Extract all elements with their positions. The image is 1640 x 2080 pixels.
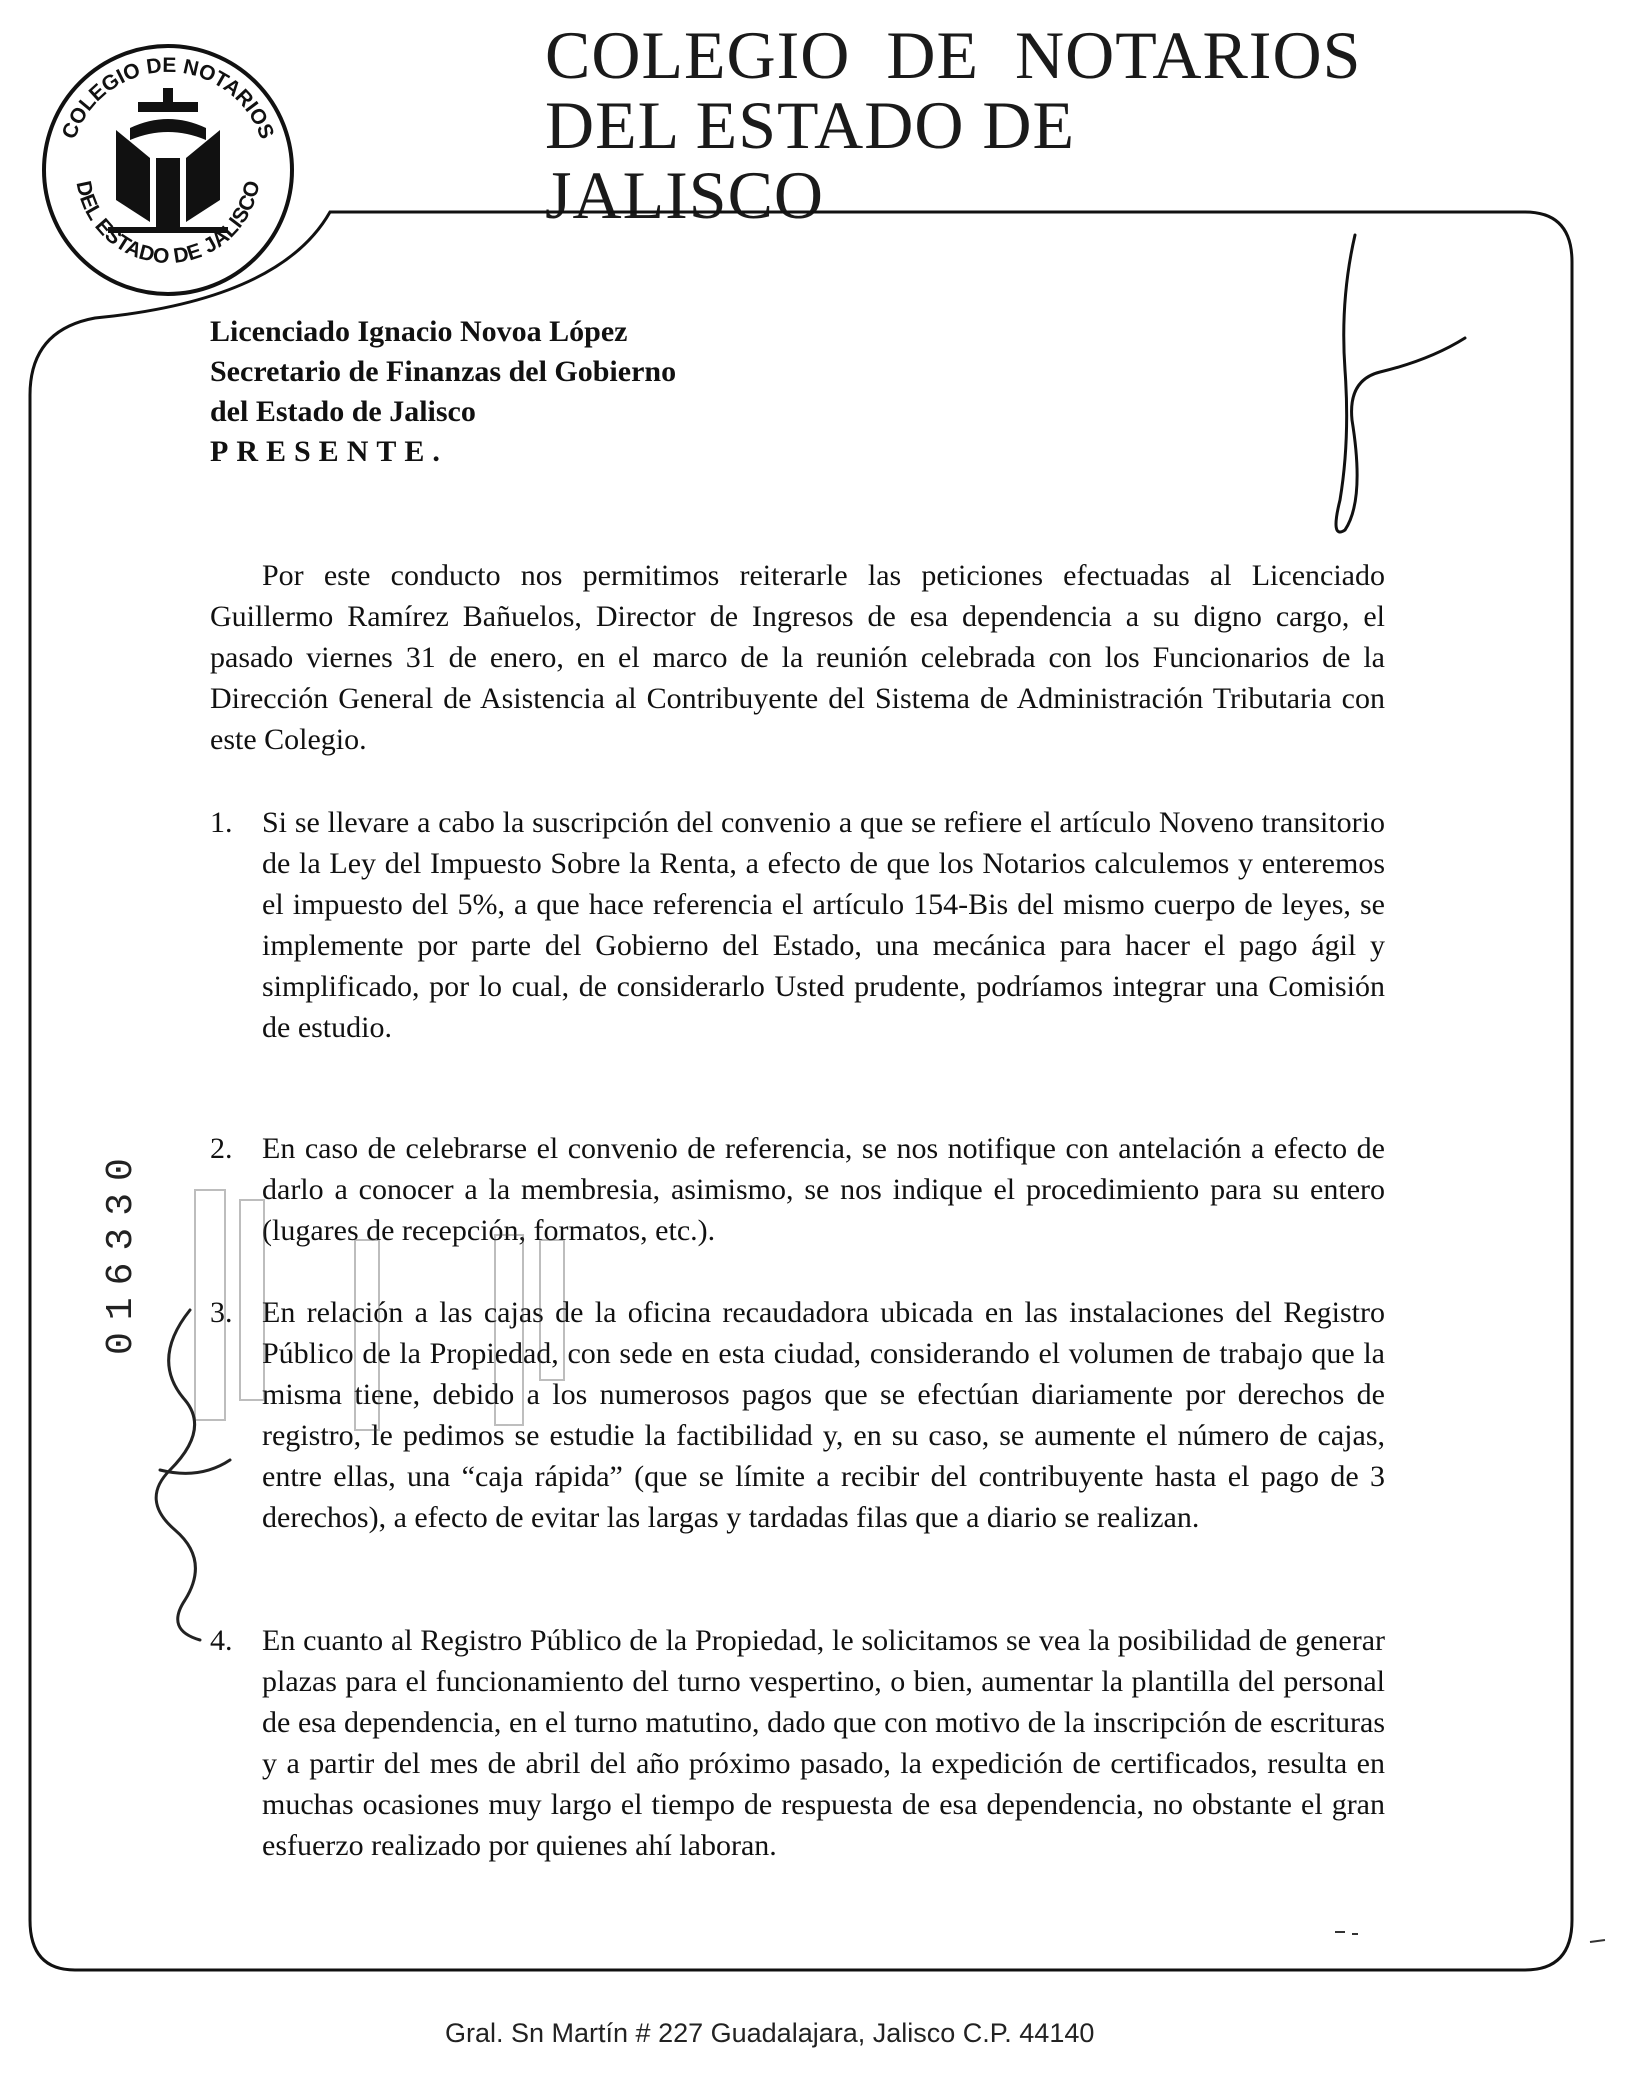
list-item-text: En caso de celebrarse el convenio de referencia, se nos notifique con antelación a efecto de darlo a conocer a la membresia, asimismo, se nos indique el procedimiento para su entero (lugares de recepción, formatos, etc.). — [262, 1132, 1385, 1247]
list-item-1 — [210, 802, 1385, 1048]
list-item-text: Si se llevare a cabo la suscripción del convenio a que se refiere el artículo Noveno transitorio de la Ley del Impuesto Sobre la Renta, a efecto de que los Notarios calculemos y enteremos el impuesto del 5%, a que hace referencia el artículo 154-Bis del mismo cuerpo de leyes, se implemente por parte del Gobierno del Estado, una mecánica para hacer el pago ágil y simplificado, por lo cual, de considerarlo Usted prudente, podríamos integrar una Comisión de estudio. — [262, 806, 1385, 1044]
list-item-3 — [210, 1292, 1385, 1538]
seal-emblem-icon — [108, 88, 228, 230]
letterhead-title-line1: COLEGIO DE NOTARIOS — [545, 17, 1362, 93]
addressee-name: Licenciado Ignacio Novoa López — [210, 315, 628, 348]
notary-college-seal-logo — [38, 40, 298, 300]
list-item-text: En cuanto al Registro Público de la Propiedad, le solicitamos se vea la posibilidad de generar plazas para el funcionamiento del turno vespertino, o bien, aumentar la plantilla del personal de esa dependencia, en el turno matutino, dado que con motivo de la inscripción de escrituras y a partir del mes de abril del año próximo pasado, la expedición de certificados, resulta en muchas ocasiones muy largo el tiempo de respuesta de esa dependencia, no obstante el gran esfuerzo realizado por quienes ahí laboran. — [262, 1624, 1385, 1862]
list-item-2 — [210, 1128, 1385, 1251]
seal-text-bottom: DEL ESTADO DE JALISCO — [71, 178, 265, 269]
seal-text-top: COLEGIO DE NOTARIOS — [57, 53, 279, 143]
list-item-text: En relación a las cajas de la oficina recaudadora ubicada en las instalaciones del Registro Público de la Propiedad, con sede en esta ciudad, considerando el volumen de trabajo que la misma tiene, debido a los numerosos pagos que se efectúan diariamente por derechos de registro, le pedimos se estudie la factibilidad y, en su caso, se aumente el número de cajas, entre ellas, una “caja rápida” (que se límite a recibir del contribuyente hasta el pago de 3 derechos), a efecto de evitar las largas y tardadas filas que a diario se realizan. — [262, 1296, 1385, 1534]
intro-paragraph: Por este conducto nos permitimos reiterarle las peticiones efectuadas al Licenciado Guillermo Ramírez Bañuelos, Director de Ingresos de esa dependencia a su digno cargo, el pasado viernes 31 de enero, en el marco de la reunión celebrada con los Funcionarios de la Dirección General de Asistencia al Contribuyente del Sistema de Administración Tributaria con este Colegio. — [210, 559, 1385, 756]
addressee-title-cont: del Estado de Jalisco — [210, 395, 476, 428]
list-item-4 — [210, 1620, 1385, 1866]
footer-address: Gral. Sn Martín # 227 Guadalajara, Jalisco C.P. 44140 — [445, 2018, 1095, 2048]
list-item-number: 3. — [210, 1296, 233, 1329]
list-item-number: 1. — [210, 806, 233, 839]
addressee-title: Secretario de Finanzas del Gobierno — [210, 355, 677, 388]
addressee-presente: PRESENTE. — [210, 435, 448, 468]
letterhead-title — [545, 17, 1362, 233]
list-item-number: 4. — [210, 1624, 233, 1657]
letterhead-title-line2: DEL ESTADO DE JALISCO — [545, 87, 1076, 233]
list-item-number: 2. — [210, 1132, 233, 1165]
addressee-block — [210, 312, 676, 472]
reception-stamp-number: 016330 — [100, 1146, 143, 1355]
